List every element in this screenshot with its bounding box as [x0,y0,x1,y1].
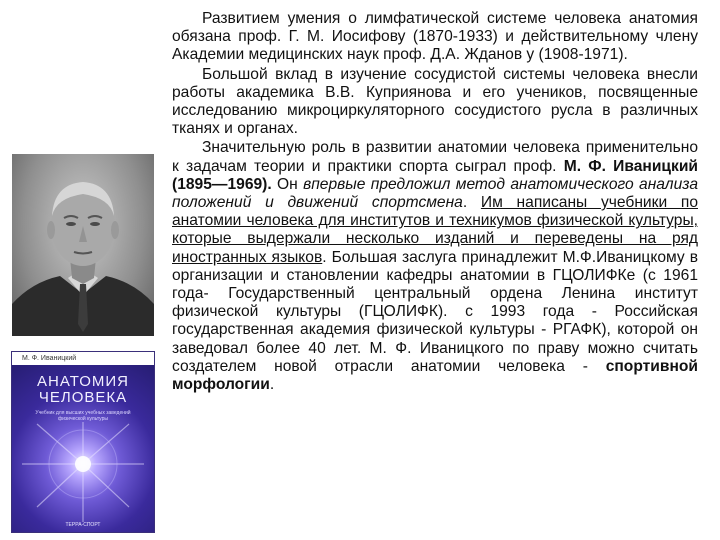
method-italic: впервые предложил метод анатомического анализа положений и движений спортсмена [172,175,698,212]
paragraph-2: Большой вклад в изучение сосудистой системы человека внесли работы академика В.В. Куприянова и его учеников, посвященные исследованию микроциркуляторного сосудистого русла в различных тканях и органах. [172,65,698,138]
book-title [12,374,154,406]
paragraph-3-part1: Значительную роль в развитии анатомии человека применительно к задачам теории и практики спорта сыграл проф. [172,139,698,175]
book-author: М. Ф. Иваницкий [12,352,154,365]
paragraph-3 [172,139,698,394]
main-text [172,10,698,395]
paragraph-3-period: . [269,376,275,394]
portrait-photo [12,154,154,336]
book-subtitle: Учебник для высших учебных заведений физической культуры [35,410,131,422]
sport-morphology-bold: спортивной морфологии [172,357,698,394]
paragraph-3-part4: . Большая заслуга принадлежит М.Ф.Иваницкому в организации и становлении кафедры анатомии в ГЦОЛИФКе (с 1961 года- Государственный центральный ордена Ленина институт физической культуры (ГЦОЛИФК). с 1993 года - Российская государственная академия физической культуры - РГАФК), которой он заведовал более 40 лет. М. Ф. Иваницкого по праву можно считать создателем новой отрасли анатомии человека - [172,248,698,375]
book-title-line1: АНАТОМИЯ [37,373,129,390]
paragraph-1: Развитием умения о лимфатической системе человека анатомия обязана проф. Г. М. Иосифову (1870-1933) и действительному члену Академии медицинских наук проф. Д.А. Жданов у (1908-1971). [172,10,698,64]
ivanitsky-name: М. Ф. Иваницкий (1895—1969). [172,157,698,193]
book-cover-image [12,352,154,532]
book-title-line2: ЧЕЛОВЕКА [38,389,128,406]
book-publisher: ТЕРРА-СПОРТ [65,522,101,528]
paragraph-3-part3: . [462,194,481,212]
portrait-illustration [12,154,154,336]
textbooks-underlined: Им написаны учебники по анатомии человека для институтов и техникумов физической культуры, которые выдержали несколько изданий и переведены на ряд иностранных языков [172,194,698,266]
paragraph-3-part2: Он [271,175,304,193]
